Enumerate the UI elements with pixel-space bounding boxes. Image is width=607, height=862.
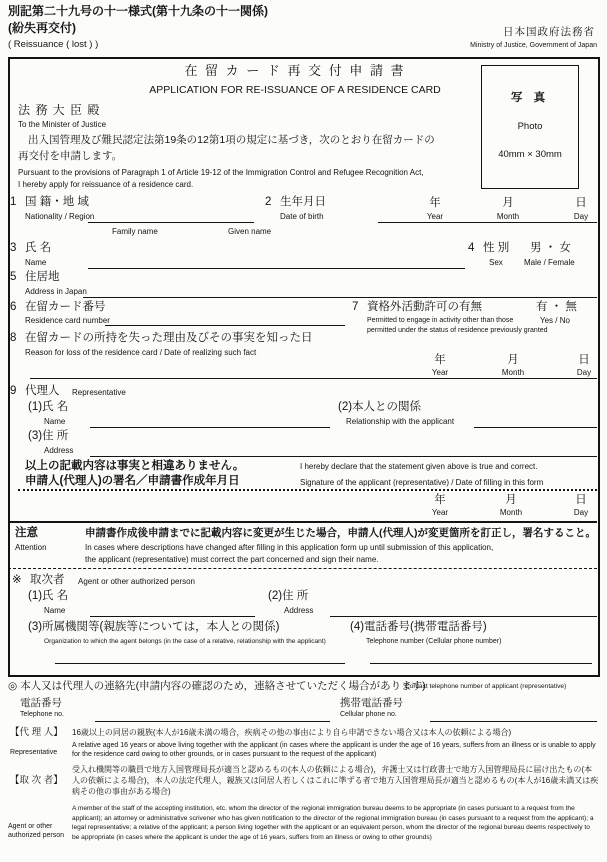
day-unit-en: Day bbox=[576, 368, 592, 377]
field1-label-en: Nationality / Region bbox=[25, 212, 95, 221]
form-title-jp: 在 留 カ ー ド 再 交 付 申 請 書 bbox=[184, 63, 406, 78]
contact-cell-label-en: Cellular phone no. bbox=[340, 711, 397, 718]
field3-number: 3 bbox=[10, 242, 17, 254]
note-representative-text-jp: 16歳以上の同居の親族(本人が16歳未満の場合，疾病その他の事由により自ら申請できない場合又は本人の依頼による場合) bbox=[72, 728, 512, 737]
contact-heading-jp: ◎ 本人又は代理人の連絡先(申請内容の確認のため，連絡させていただく場合があります) bbox=[8, 680, 426, 692]
card-number-input-line[interactable] bbox=[105, 325, 345, 326]
form-title-en: APPLICATION FOR RE-ISSUANCE OF A RESIDENCE CARD bbox=[149, 84, 441, 96]
given-name-sublabel: Given name bbox=[228, 227, 272, 236]
rep-address-input-line[interactable] bbox=[90, 456, 597, 457]
loss-reason-input-line[interactable] bbox=[30, 378, 597, 379]
field7-label-en-line2: permitted under the status of residence previously granted bbox=[367, 327, 548, 334]
agent-section-mark: ※ bbox=[12, 574, 22, 586]
note-agent-label-jp: 【取 次 者】 bbox=[10, 775, 63, 786]
rep-relationship-label-jp: (2)本人との関係 bbox=[338, 401, 422, 413]
agent-name-label-en: Name bbox=[44, 606, 66, 615]
sex-option-male-female[interactable]: 男 ・ 女 bbox=[530, 242, 571, 254]
agent-name-input-line[interactable] bbox=[90, 616, 255, 617]
photo-label-jp: 写 真 bbox=[510, 92, 550, 104]
reissue-lost-label-jp: (紛失再交付) bbox=[8, 21, 76, 35]
note-agent-label-en: Agent or other authorized person bbox=[8, 823, 65, 840]
permit-option-en: Yes / No bbox=[540, 316, 570, 325]
agent-org-input-line[interactable] bbox=[55, 663, 345, 664]
note-representative-text-en: A relative aged 16 years or above living together with the applicant (in cases where the applicant is under the age of 16 years, suffers from an illness or is unable to apply for the residence card owing to other grounds, or in cases pursuant to the request of the applicant) bbox=[72, 742, 596, 759]
agent-phone-label-en: Telephone number (Cellular phone number) bbox=[366, 638, 502, 645]
signature-date-input-line[interactable] bbox=[18, 489, 597, 491]
agent-section-separator bbox=[8, 568, 597, 569]
field1-label-jp: 国 籍・地 域 bbox=[25, 196, 89, 208]
attention-text-en-line2: the applicant (representative) must correct the part concerned and sign their name. bbox=[85, 555, 379, 564]
month-unit-jp: 月 bbox=[505, 494, 517, 506]
agent-address-label-en: Address bbox=[284, 606, 314, 615]
agent-phone-input-line[interactable] bbox=[370, 663, 592, 664]
field2-label-en: Date of birth bbox=[280, 212, 324, 221]
name-input-line[interactable] bbox=[88, 268, 465, 269]
field5-label-en: Address in Japan bbox=[25, 287, 87, 296]
field6-label-jp: 在留カード番号 bbox=[25, 301, 106, 313]
rep-name-label-jp: (1)氏 名 bbox=[28, 401, 69, 413]
year-unit-en: Year bbox=[426, 212, 444, 221]
attention-text-en-line1: In cases where descriptions have changed after filling in this application form up until submission of this application, bbox=[85, 543, 494, 552]
contact-cell-input-line[interactable] bbox=[430, 721, 597, 722]
field8-number: 8 bbox=[10, 332, 17, 344]
declaration-en-line2: Signature of the applicant (representative) / Date of filling in this form bbox=[300, 478, 544, 487]
field7-label-jp: 資格外活動許可の有無 bbox=[367, 301, 482, 313]
intro-en-line1: Pursuant to the provisions of Paragraph 1 of Article 19-12 of the Immigration Control and Refugee Recognition Act, bbox=[18, 168, 424, 177]
field4-label-en: Sex bbox=[489, 258, 503, 267]
contact-tel-label-jp: 電話番号 bbox=[20, 697, 62, 709]
field1-number: 1 bbox=[10, 196, 17, 208]
year-unit-en: Year bbox=[431, 508, 449, 517]
contact-cell-label-jp: 携帯電話番号 bbox=[340, 697, 403, 709]
permit-option-yes-no[interactable]: 有 ・ 無 bbox=[536, 301, 577, 313]
month-unit-jp: 月 bbox=[507, 354, 519, 366]
month-unit-en: Month bbox=[501, 368, 525, 377]
field9-number: 9 bbox=[10, 385, 17, 397]
field8-label-jp: 在留カードの所持を失った理由及びその事実を知った日 bbox=[25, 332, 313, 344]
field3-label-en: Name bbox=[25, 258, 47, 267]
rep-address-label-en: Address bbox=[44, 446, 74, 455]
field3-label-jp: 氏 名 bbox=[25, 242, 52, 254]
rep-relationship-input-line[interactable] bbox=[474, 427, 597, 428]
note-agent-text-en: A member of the staff of the accepting institution, etc. whom the director of the regional immigration bureau deems to be appropriate (in cases pursuant to a request from the applicant); an attorney or administrative scrivener who has given notification to the director of the regional immigration bureau (in cases pursuant to a request from the applicant); a legal representative; a relative of the applicant; a person living together with the applicant or an equivalent person, whom the director of the regional bureau deems respectively to be appropriate (in cases where the applicant is under the age of 16 years, suffers from an illness or owing to other grounds) bbox=[72, 805, 594, 841]
field2-label-jp: 生年月日 bbox=[280, 196, 326, 208]
month-unit-en: Month bbox=[496, 212, 520, 221]
rep-name-label-en: Name bbox=[44, 417, 66, 426]
field8-label-en: Reason for loss of the residence card / Date of realizing such fact bbox=[25, 348, 257, 357]
agent-section-label-jp: 取次者 bbox=[30, 574, 65, 586]
field4-number: 4 bbox=[468, 242, 475, 254]
photo-label-en: Photo bbox=[517, 121, 543, 132]
rep-address-label-jp: (3)住 所 bbox=[28, 430, 69, 442]
field5-number: 5 bbox=[10, 271, 17, 283]
agent-address-label-jp: (2)住 所 bbox=[268, 590, 309, 602]
address-japan-input-line[interactable] bbox=[83, 297, 597, 298]
contact-heading-en: Contact telephone number of applicant (representative) bbox=[405, 683, 567, 690]
agent-org-label-jp: (3)所属機関等(親族等については，本人との関係) bbox=[28, 621, 280, 633]
agent-section-label-en: Agent or other authorized person bbox=[78, 577, 195, 586]
sex-option-en: Male / Female bbox=[524, 258, 575, 267]
day-unit-en: Day bbox=[573, 212, 589, 221]
reissue-lost-label-en: ( Reissuance ( lost ) ) bbox=[8, 39, 99, 50]
minister-label-en: To the Minister of Justice bbox=[18, 120, 107, 129]
year-unit-en: Year bbox=[431, 368, 449, 377]
attention-label-jp: 注意 bbox=[15, 527, 38, 539]
attention-top-rule bbox=[10, 521, 597, 523]
field6-number: 6 bbox=[10, 301, 17, 313]
field4-label-jp: 性 別 bbox=[483, 242, 510, 254]
agent-address-input-line[interactable] bbox=[330, 616, 597, 617]
declaration-en-line1: I hereby declare that the statement given above is true and correct. bbox=[300, 462, 538, 471]
day-unit-jp: 日 bbox=[575, 197, 587, 209]
note-representative-label-jp: 【代 理 人】 bbox=[10, 727, 63, 738]
birthdate-input-line[interactable] bbox=[378, 222, 597, 223]
note-agent-text-jp: 受入れ機関等の職員で地方入国管理局長が適当と認めるもの(本人の依頼による場合)，弁護士又は行政書士で地方入国管理局長に届け出たもの(本人の依頼による場合)，本人の法定代理人，親族又は同居人若しくはこれに準ずる者で地方入国管理局長が適当と認めるもの(本人が16歳未満又は疾病その他の事由がある場合) bbox=[72, 765, 599, 797]
rep-name-input-line[interactable] bbox=[90, 427, 330, 428]
government-label-jp: 日本国政府法務省 bbox=[503, 26, 595, 38]
intro-en-line2: I hereby apply for reissuance of a residence card. bbox=[18, 180, 194, 189]
agent-org-label-en: Organization to which the agent belongs (in the case of a relative, relationship with the applicant) bbox=[44, 638, 326, 645]
field5-label-jp: 住居地 bbox=[25, 271, 60, 283]
declaration-jp-line1: 以上の記載内容は事実と相違ありません。 bbox=[25, 460, 245, 472]
declaration-jp-line2: 申請人(代理人)の署名／申請書作成年月日 bbox=[25, 475, 240, 487]
day-unit-jp: 日 bbox=[578, 354, 590, 366]
field9-label-en: Representative bbox=[72, 388, 126, 397]
field6-label-en: Residence card number bbox=[25, 316, 110, 325]
field7-number: 7 bbox=[352, 301, 359, 313]
government-label-en: Ministry of Justice, Government of Japan bbox=[470, 42, 597, 49]
photo-size-label: 40mm × 30mm bbox=[498, 149, 562, 160]
contact-tel-input-line[interactable] bbox=[95, 721, 330, 722]
photo-attach-area[interactable] bbox=[481, 65, 579, 189]
intro-jp-line2: 再交付を申請します。 bbox=[18, 150, 123, 162]
form-code-label: 別記第二十九号の十一様式(第十九条の十一関係) bbox=[8, 4, 268, 18]
agent-phone-label-jp: (4)電話番号(携帯電話番号) bbox=[350, 621, 487, 633]
month-unit-en: Month bbox=[499, 508, 523, 517]
contact-tel-label-en: Telephone no. bbox=[20, 711, 64, 718]
day-unit-jp: 日 bbox=[575, 494, 587, 506]
note-representative-label-en: Representative bbox=[10, 749, 58, 756]
month-unit-jp: 月 bbox=[502, 197, 514, 209]
field7-label-en-line1: Permitted to engage in activity other than those bbox=[367, 317, 514, 324]
field9-label-jp: 代理人 bbox=[25, 385, 60, 397]
year-unit-jp: 年 bbox=[434, 494, 446, 506]
family-name-sublabel: Family name bbox=[112, 227, 158, 236]
intro-jp-line1: 出入国管理及び難民認定法第19条の12第1項の規定に基づき，次のとおり在留カードの bbox=[28, 134, 435, 146]
attention-label-en: Attention bbox=[15, 543, 47, 552]
attention-text-jp: 申請書作成後申請までに記載内容に変更が生じた場合，申請人(代理人)が変更箇所を訂正し，署名すること。 bbox=[85, 527, 596, 539]
nationality-input-line[interactable] bbox=[88, 222, 254, 223]
day-unit-en: Day bbox=[573, 508, 589, 517]
minister-label-jp: 法 務 大 臣 殿 bbox=[18, 103, 101, 117]
year-unit-jp: 年 bbox=[429, 197, 441, 209]
agent-name-label-jp: (1)氏 名 bbox=[28, 590, 69, 602]
field2-number: 2 bbox=[265, 196, 272, 208]
rep-relationship-label-en: Relationship with the applicant bbox=[346, 417, 455, 426]
year-unit-jp: 年 bbox=[434, 354, 446, 366]
